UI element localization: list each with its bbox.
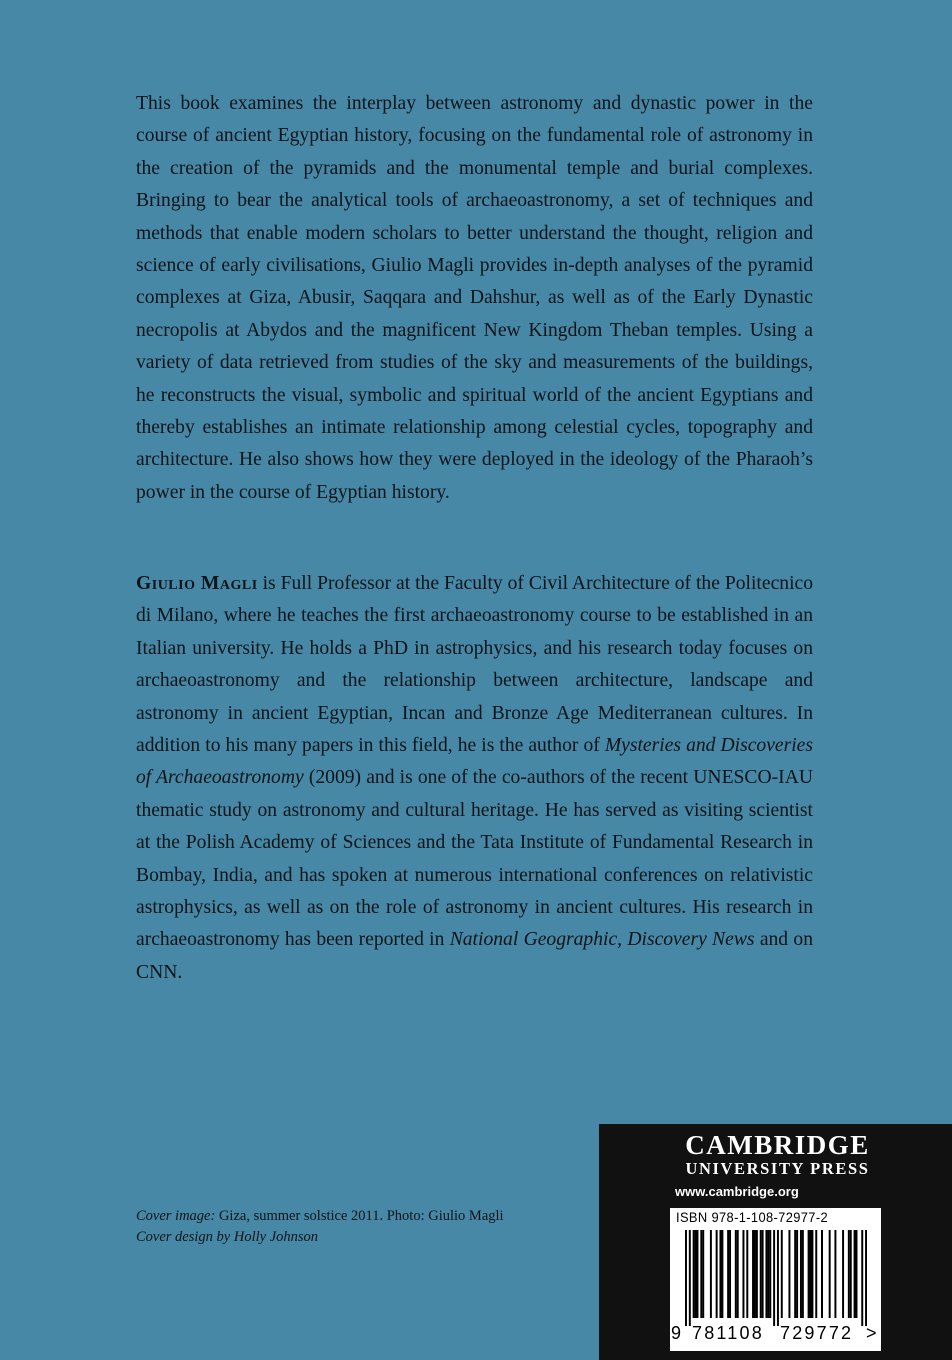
barcode-digits-right: 729772 — [780, 1323, 854, 1343]
barcode-bar — [781, 1230, 783, 1318]
barcode-bar — [802, 1230, 804, 1318]
barcode-bar — [794, 1230, 796, 1318]
barcode-bar — [752, 1230, 754, 1318]
barcode-bar — [850, 1230, 852, 1318]
barcode-bar — [746, 1230, 748, 1318]
barcode-bar — [689, 1230, 691, 1326]
publisher-panel — [599, 1124, 952, 1360]
barcode-bar — [721, 1230, 723, 1318]
barcode-bar — [834, 1230, 836, 1318]
barcode-bar — [788, 1230, 790, 1318]
barcode-bar — [767, 1230, 769, 1318]
barcode-bar — [865, 1230, 867, 1326]
barcode-bar — [800, 1230, 802, 1318]
barcode-bar — [696, 1230, 698, 1318]
cover-image-label: Cover image: — [136, 1208, 216, 1224]
barcode-bar — [829, 1230, 831, 1318]
barcode-bar — [808, 1230, 810, 1318]
barcode-bar — [777, 1230, 779, 1326]
barcode-bar — [856, 1230, 858, 1318]
barcode-bar — [848, 1230, 850, 1318]
description-text: This book examines the interplay between astronomy and dynastic power in the course of ancient Egyptian history, focusing on the fundamental role of astronomy in the creation of the pyramids and the monumental temple and burial complexes. Bringing to bear the analytical tools of archaeoastronomy, a set of techniques and methods that enable modern scholars to better understand the thought, religion and science of early civilisations, Giulio Magli provides in-depth analyses of the pyramid complexes at Giza, Abusir, Saqqara and Dahshur, as well as of the Early Dynastic necropolis at Abydos and the magnificent New Kingdom Theban temples. Using a variety of data retrieved from studies of the sky and measurements of the buildings, he reconstructs the visual, symbolic and spiritual world of the ancient Egyptians and thereby establishes an intimate relationship among celestial cycles, topography and architecture. He also shows how they were deployed in the ideology of the Pharaoh’s power in the course of Egyptian history. — [136, 93, 813, 503]
barcode-digits-left: 781108 — [692, 1323, 764, 1343]
barcode-bars — [685, 1230, 867, 1326]
author-bio — [136, 568, 813, 989]
barcode-bar — [854, 1230, 856, 1318]
barcode-bar — [861, 1230, 863, 1326]
bio-text-part1: is Full Professor at the Faculty of Civil Architecture of the Politecnico di Milano, where he teaches the first archaeoastronomy course to be established in an Italian university. He holds a PhD in astrophysics, and his research today focuses on archaeoastronomy and the relationship between architecture, landscape and astronomy in ancient Egyptian, Incan and Bronze Age Mediterranean cultures. In addition to his many papers in this field, he is the author of — [136, 573, 814, 757]
isbn-label: ISBN 978-1-108-72977-2 — [676, 1209, 829, 1225]
book-description — [136, 88, 813, 509]
barcode-bar — [842, 1230, 844, 1318]
cover-image-credit — [136, 1206, 504, 1227]
barcode-bar — [735, 1230, 737, 1318]
bio-text-part2: (2009) and is one of the co-authors of the recent UNESCO-IAU thematic study on astronomy and cultural heritage. He has served as visiting scientist at the Polish Academy of Sciences and the Tata Institute of Fundamental Research in Bombay, India, and has spoken at numerous international conferences on relativistic astrophysics, as well as on the role of astronomy in ancient cultures. His research in archaeoastronomy has been reported in — [136, 767, 814, 951]
barcode-bar — [685, 1230, 687, 1326]
barcode-bar — [821, 1230, 823, 1318]
barcode-quiet-zone-marker: > — [866, 1323, 877, 1343]
barcode-bar — [710, 1230, 712, 1318]
bio-text-part3: and on CNN. — [136, 929, 813, 983]
cover-credits — [136, 1206, 504, 1248]
barcode-bar — [727, 1230, 729, 1318]
barcode-bar — [815, 1230, 817, 1318]
isbn-barcode — [670, 1208, 881, 1351]
barcode-bar — [716, 1230, 718, 1318]
publisher-name-line1: CAMBRIDGE — [685, 1130, 870, 1160]
publisher-name-line2: UNIVERSITY PRESS — [685, 1159, 870, 1178]
bio-book-title: Mysteries and Discoveries of Archaeoastronomy — [136, 735, 813, 789]
barcode-digit-prefix: 9 — [671, 1323, 682, 1343]
barcode-digits — [670, 1321, 881, 1349]
barcode-bar — [742, 1230, 744, 1318]
barcode-bar — [702, 1230, 704, 1318]
barcode-bar — [693, 1230, 695, 1318]
barcode-bar — [754, 1230, 756, 1318]
barcode-bar — [719, 1230, 721, 1318]
barcode-bar — [756, 1230, 758, 1318]
barcode-bar — [811, 1230, 813, 1318]
publisher-logo — [675, 1130, 880, 1178]
barcode-bar — [762, 1230, 764, 1318]
barcode-bar — [773, 1230, 775, 1326]
bio-media-names: National Geographic, Discovery News — [449, 929, 755, 951]
barcode-bar — [729, 1230, 731, 1318]
barcode-bar — [760, 1230, 762, 1318]
cover-design-credit — [136, 1227, 504, 1248]
barcode-bar — [737, 1230, 739, 1318]
publisher-website: www.cambridge.org — [675, 1184, 799, 1199]
cover-design-text: Cover design by Holly Johnson — [136, 1229, 319, 1245]
barcode-bar — [695, 1230, 697, 1318]
author-name: Giulio Magli — [136, 573, 258, 594]
barcode-bar — [769, 1230, 771, 1318]
cover-image-text: Giza, summer solstice 2011. Photo: Giulio Magli — [215, 1208, 504, 1224]
barcode-bar — [810, 1230, 812, 1318]
barcode-bar — [765, 1230, 767, 1318]
barcode-bar — [796, 1230, 798, 1318]
barcode-bar — [700, 1230, 702, 1318]
